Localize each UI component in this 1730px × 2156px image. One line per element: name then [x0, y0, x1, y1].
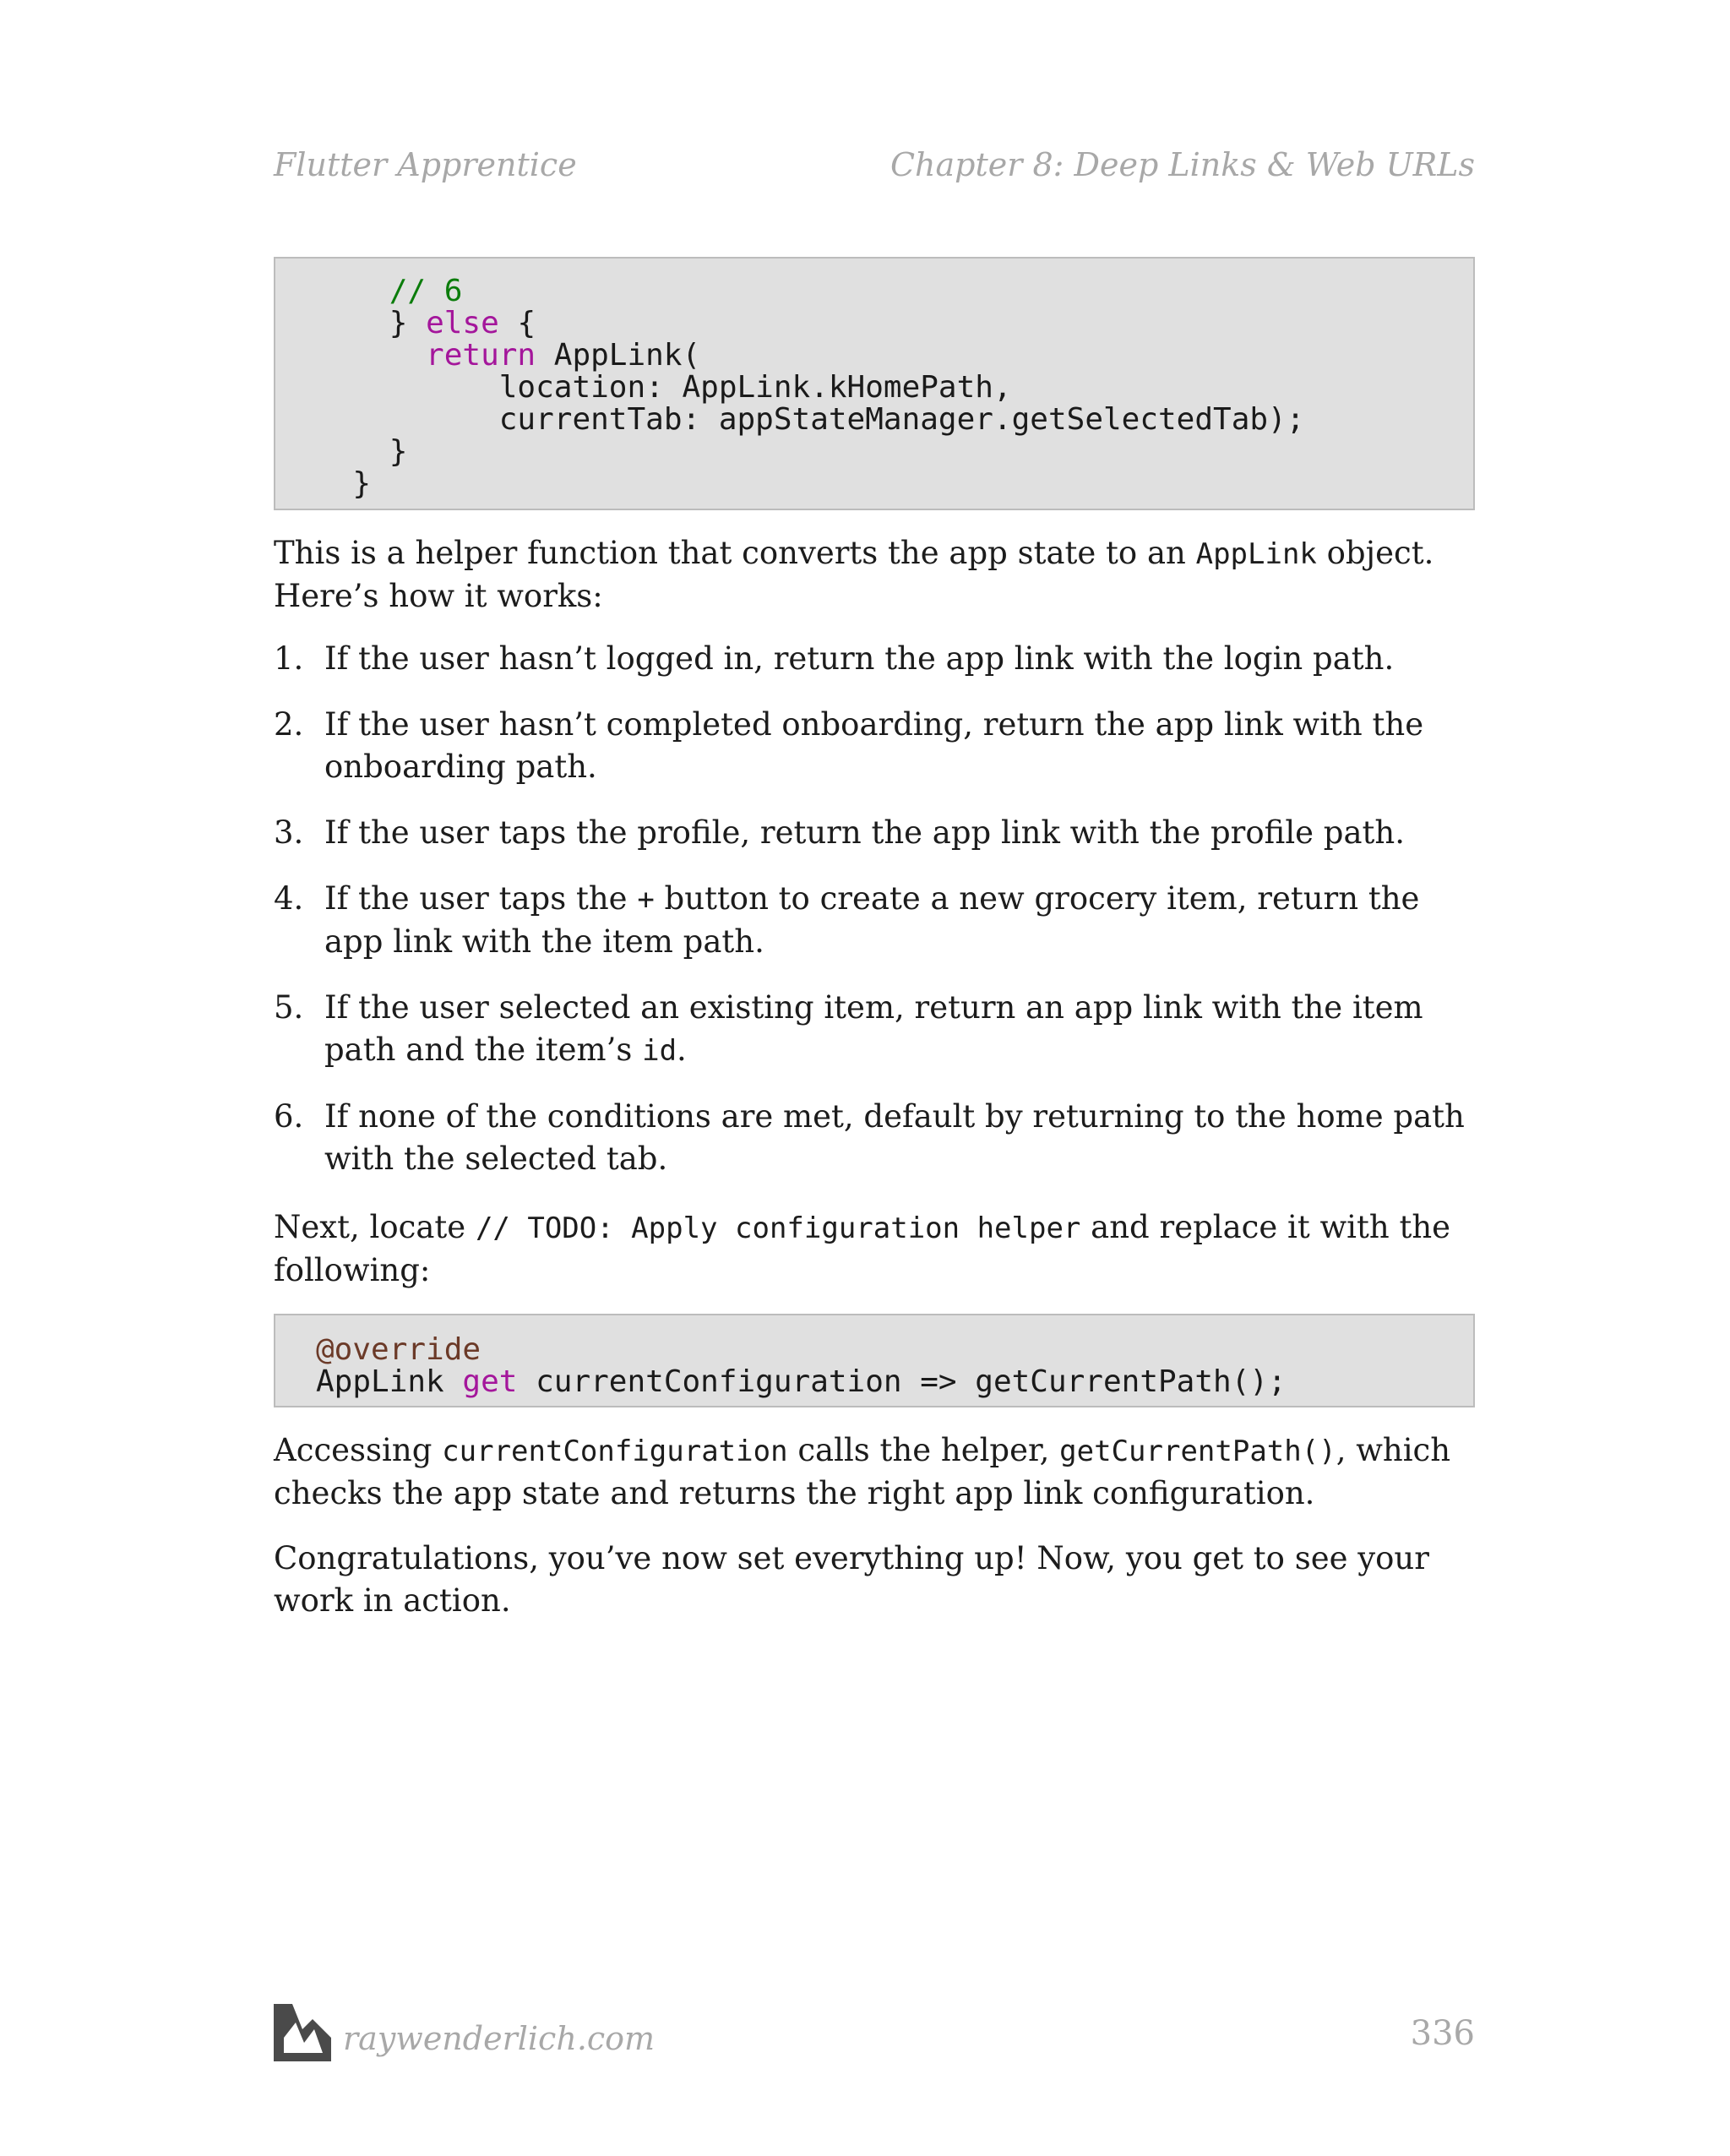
code-line: // 6: [389, 274, 463, 308]
code-getter-line: AppLink get currentConfiguration => getCurrentPath();: [316, 1364, 1287, 1399]
list-number: 3.: [274, 814, 304, 851]
list-number: 6.: [274, 1098, 304, 1135]
page-header: [274, 139, 1475, 190]
intro-paragraph: This is a helper function that converts the app state to an AppLink object. Here’s how it works:: [274, 535, 1434, 614]
next-paragraph: Next, locate // TODO: Apply configuration helper and replace it with the following:: [274, 1209, 1451, 1288]
page-number: 336: [1410, 2014, 1475, 2053]
book-title: Flutter Apprentice: [274, 146, 577, 183]
inline-code: id: [642, 1034, 677, 1068]
code-annotation: @override: [316, 1332, 481, 1367]
inline-code-todo: // TODO: Apply configuration helper: [475, 1211, 1081, 1245]
list-item: 2. If the user hasn’t completed onboarding, return the app link with the onboarding path.: [274, 704, 1475, 788]
list-item: 5. If the user selected an existing item, return an app link with the item path and the item’s id.: [274, 987, 1475, 1072]
code-line: }: [389, 434, 408, 469]
list-item: 3. If the user taps the profile, return the app link with the profile path.: [274, 812, 1475, 854]
steps-list: [274, 638, 1475, 1204]
list-item: 6. If none of the conditions are met, default by returning to the home path with the selected tab.: [274, 1096, 1475, 1180]
code-line: }: [352, 466, 372, 501]
inline-code-get-current-path: getCurrentPath(): [1059, 1435, 1336, 1468]
code-block-get-current-path: [274, 257, 1475, 510]
accessing-paragraph: Accessing currentConfiguration calls the helper, getCurrentPath(), which checks the app state and returns the right app link configuration.: [274, 1432, 1451, 1511]
list-number: 1.: [274, 640, 304, 677]
inline-code: +: [637, 883, 655, 917]
list-item: 4. If the user taps the + button to create a new grocery item, return the app link with the item path.: [274, 878, 1475, 963]
inline-code-current-configuration: currentConfiguration: [442, 1435, 788, 1468]
code-line: currentTab: appStateManager.getSelectedTab);: [498, 402, 1305, 437]
inline-code-applink: AppLink: [1195, 537, 1317, 571]
footer-site-link[interactable]: raywenderlich.com: [343, 2020, 656, 2057]
list-number: 2.: [274, 706, 304, 743]
congrats-paragraph: Congratulations, you’ve now set everything up! Now, you get to see your work in action.: [274, 1540, 1429, 1619]
code-line: return AppLink(: [426, 338, 701, 373]
list-number: 5.: [274, 989, 304, 1026]
list-number: 4.: [274, 880, 304, 917]
code-block-current-configuration: [274, 1314, 1475, 1407]
chapter-title: Chapter 8: Deep Links & Web URLs: [889, 146, 1475, 183]
raywenderlich-logo-icon: [274, 2004, 331, 2061]
code-line: location: AppLink.kHomePath,: [498, 370, 1012, 405]
list-item: 1. If the user hasn’t logged in, return the app link with the login path.: [274, 638, 1475, 680]
code-line: } else {: [389, 306, 536, 340]
